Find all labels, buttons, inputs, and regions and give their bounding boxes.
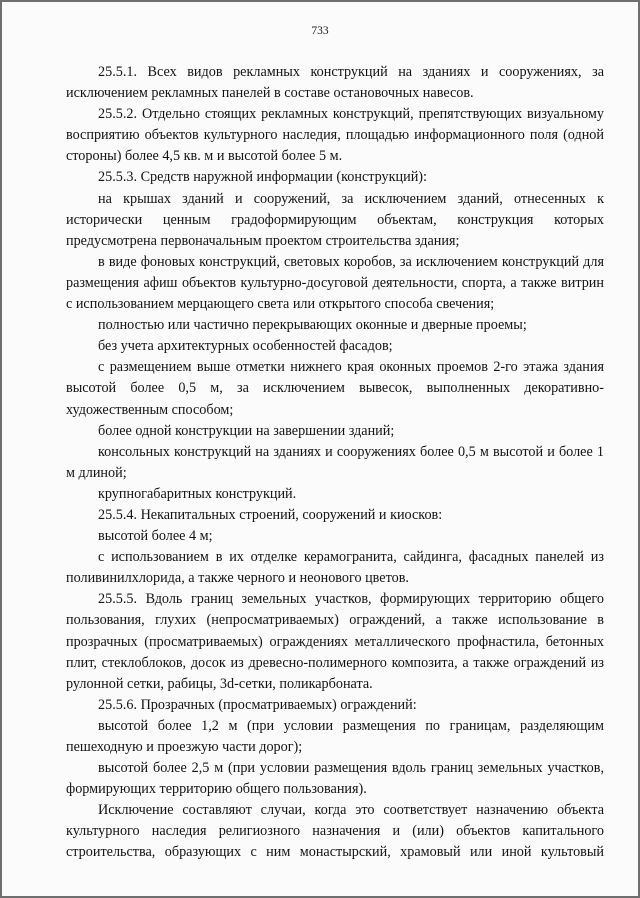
list-item-above-second-floor: с размещением выше отметки нижнего края оконных проемов 2-го этажа здания высотой более 0,5 м, за исключением вывесок, выполненных декоративно-художественным способом; — [66, 359, 604, 418]
paragraph-25-5-3: 25.5.3. Средств наружной информации (конструкций): — [98, 169, 427, 186]
paragraph-25-5-6: 25.5.6. Прозрачных (просматриваемых) ограждений: — [98, 696, 417, 713]
paragraph-25-5-5: 25.5.5. Вдоль границ земельных участков, формирующих территорию общего пользования, глухих (непросматриваемых) ограждений, а также использование в прозрачных (просматриваемых) ограждениях металлического профнастила, бетонных плит, стеклоблоков, досок из древесно-полимерного композита, а также ограждений из рулонной сетки, рабицы, 3d-сетки, поликарбоната. — [66, 591, 604, 692]
list-item-height-1-2m: высотой более 1,2 м (при условии размещения по границам, разделяющим пешеходную и проезжую части дорог); — [66, 717, 604, 755]
paragraph-exception: Исключение составляют случаи, когда это соответствует назначению объекта культурного наследия религиозного назначения и (или) объектов капитального строительства, образующих с ним монастырский, храмовый или иной культовый — [66, 802, 604, 861]
page-number: 733 — [311, 25, 329, 37]
list-item-window-overlap: полностью или частично перекрывающих оконные и дверные проемы; — [98, 317, 527, 334]
list-item-facade-features: без учета архитектурных особенностей фасадов; — [98, 338, 393, 355]
list-item-background-constructions: в виде фоновых конструкций, световых коробов, за исключением конструкций для размещения афиш объектов культурно-досуговой деятельности, спорта, а также витрин с использованием мерцающего света или открытого способа свечения; — [66, 253, 604, 313]
list-item-console-constructions: консольных конструкций на зданиях и сооружениях более 0,5 м высотой и более 1 м длиной; — [66, 443, 604, 481]
list-item-roofs: на крышах зданий и сооружений, за исключением зданий, отнесенных к исторически ценным градоформирующим объектам, конструкция которых предусмотрена первоначальным проектом строительства здания; — [66, 190, 604, 249]
document-body — [66, 62, 604, 864]
paragraph-25-5-1: 25.5.1. Всех видов рекламных конструкций на зданиях и сооружениях, за исключением рекламных панелей в составе остановочных навесов. — [66, 64, 604, 102]
paragraph-25-5-2: 25.5.2. Отдельно стоящих рекламных конструкций, препятствующих визуальному восприятию объектов культурного наследия, площадью информационного поля (одной стороны) более 4,5 кв. м и высотой более 5 м. — [66, 106, 604, 165]
list-item-height-4m: высотой более 4 м; — [98, 528, 213, 545]
list-item-finishing-materials: с использованием в их отделке керамогранита, сайдинга, фасадных панелей из поливинилхлорида, а также черного и неонового цветов. — [66, 549, 604, 587]
list-item-building-top: более одной конструкции на завершении зданий; — [98, 422, 395, 439]
paragraph-25-5-4: 25.5.4. Некапитальных строений, сооружений и киосков: — [98, 506, 443, 523]
list-item-oversized: крупногабаритных конструкций. — [98, 485, 297, 502]
list-item-height-2-5m: высотой более 2,5 м (при условии размещения вдоль границ земельных участков, формирующих территорию общего пользования). — [66, 760, 604, 798]
